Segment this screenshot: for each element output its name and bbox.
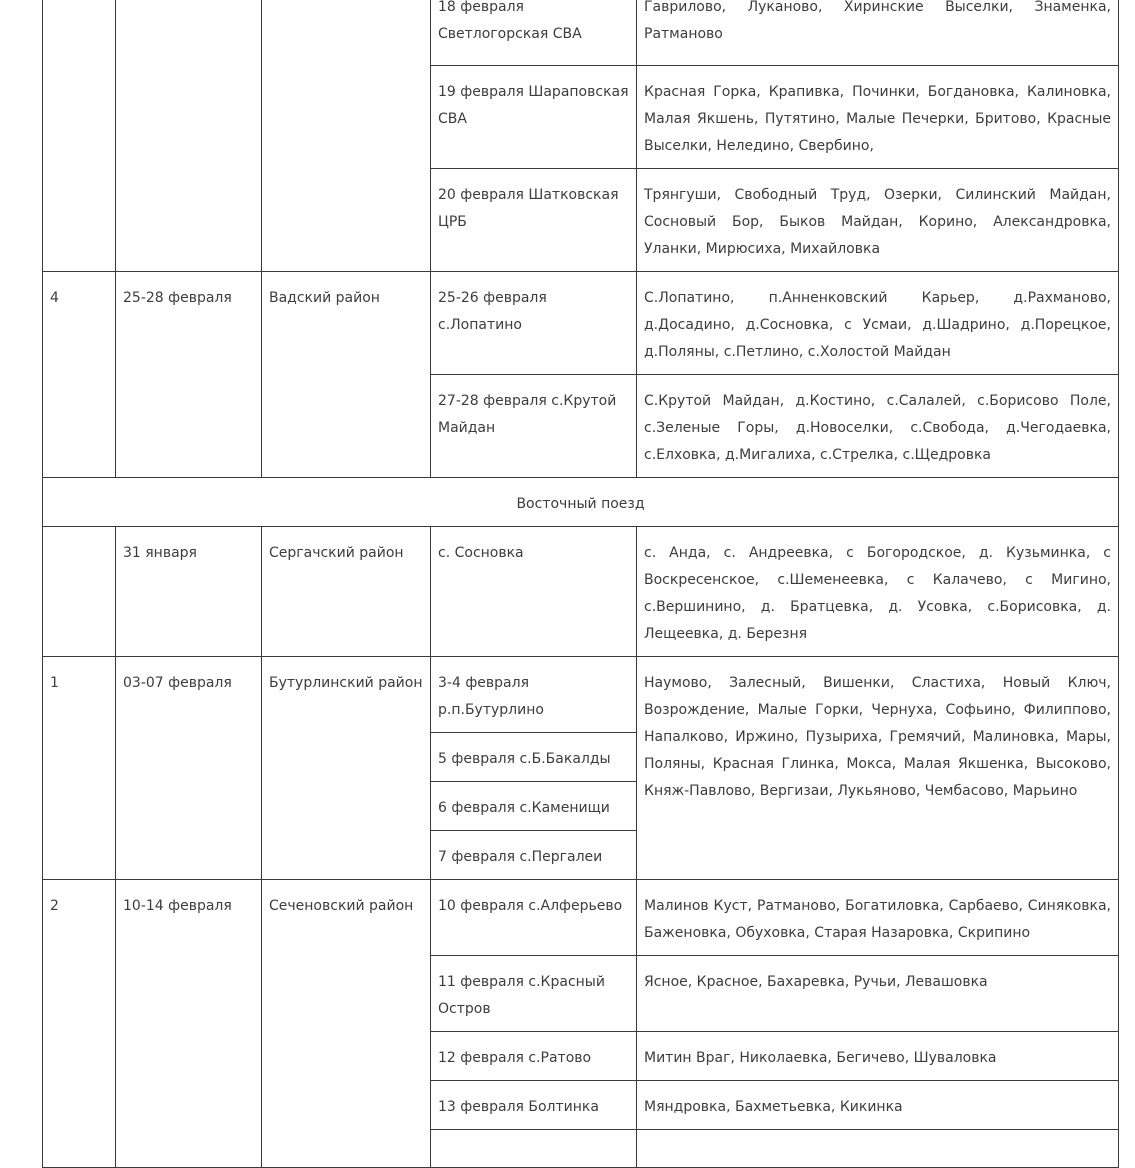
dates-cell: 10-14 февраля bbox=[116, 880, 262, 1168]
table-row bbox=[43, 272, 1119, 375]
section-title: Восточный поезд bbox=[43, 478, 1119, 527]
district-cell: Вадский район bbox=[262, 272, 431, 478]
place-cell: 7 февраля с.Пергалеи bbox=[431, 831, 637, 880]
district-cell bbox=[262, 0, 431, 272]
place-cell: 27-28 февраля с.Крутой Майдан bbox=[431, 375, 637, 478]
district-cell: Сергачский район bbox=[262, 527, 431, 657]
villages-cell: с. Анда, с. Андреевка, с Богородское, д. Кузьминка, с Воскресенское, с.Шеменеевка, с Калачево, с Мигино, с.Вершинино, д. Братцевка, д. Усовка, с.Борисовка, д. Лещеевка, д. Березня bbox=[637, 527, 1119, 657]
villages-cell: С.Лопатино, п.Анненковский Карьер, д.Рахманово, д.Досадино, д.Сосновка, с Усмаи, д.Шадрино, д.Порецкое, д.Поляны, с.Петлино, с.Холостой Майдан bbox=[637, 272, 1119, 375]
table-row bbox=[43, 0, 1119, 66]
villages-cell bbox=[637, 1130, 1119, 1168]
place-cell bbox=[431, 1130, 637, 1168]
row-number-cell: 2 bbox=[43, 880, 116, 1168]
section-header-row bbox=[43, 478, 1119, 527]
district-cell: Бутурлинский район bbox=[262, 657, 431, 880]
place-cell: 12 февраля с.Ратово bbox=[431, 1032, 637, 1081]
place-cell: 18 февраля Светлогорская СВА bbox=[431, 0, 637, 66]
villages-cell: Мяндровка, Бахметьевка, Кикинка bbox=[637, 1081, 1119, 1130]
dates-cell bbox=[116, 0, 262, 272]
villages-cell: Гаврилово, Луканово, Хиринские Выселки, Знаменка, Ратманово bbox=[637, 0, 1119, 66]
place-cell: 6 февраля с.Каменищи bbox=[431, 782, 637, 831]
villages-cell: Малинов Куст, Ратманово, Богатиловка, Сарбаево, Синяковка, Баженовка, Обуховка, Старая Назаровка, Скрипино bbox=[637, 880, 1119, 956]
schedule-table bbox=[42, 0, 1119, 1168]
row-number-cell bbox=[43, 527, 116, 657]
villages-cell: С.Крутой Майдан, д.Костино, с.Салалей, с.Борисово Поле, с.Зеленые Горы, д.Новоселки, с.Свобода, д.Чегодаевка, с.Елховка, д.Мигалиха, с.Стрелка, с.Щедровка bbox=[637, 375, 1119, 478]
table-row bbox=[43, 527, 1119, 657]
villages-cell: Наумово, Залесный, Вишенки, Сластиха, Новый Ключ, Возрождение, Малые Горки, Чернуха, Софьино, Филиппово, Напалково, Иржино, Пузыриха, Гремячий, Малиновка, Мары, Поляны, Красная Глинка, Мокса, Малая Якшенка, Высоково, Княж-Павлово, Вергизаи, Лукьяново, Чембасово, Марьино bbox=[637, 657, 1119, 880]
place-cell: 11 февраля с.Красный Остров bbox=[431, 956, 637, 1032]
row-number-cell bbox=[43, 0, 116, 272]
dates-cell: 31 января bbox=[116, 527, 262, 657]
place-cell: 20 февраля Шатковская ЦРБ bbox=[431, 169, 637, 272]
villages-cell: Красная Горка, Крапивка, Починки, Богдановка, Калиновка, Малая Якшень, Путятино, Малые Печерки, Бритово, Красные Выселки, Неледино, Свербино, bbox=[637, 66, 1119, 169]
place-cell: 13 февраля Болтинка bbox=[431, 1081, 637, 1130]
dates-cell: 03-07 февраля bbox=[116, 657, 262, 880]
table-row bbox=[43, 657, 1119, 733]
row-number-cell: 1 bbox=[43, 657, 116, 880]
place-cell: 19 февраля Шараповская СВА bbox=[431, 66, 637, 169]
table-row bbox=[43, 880, 1119, 956]
villages-cell: Митин Враг, Николаевка, Бегичево, Шуваловка bbox=[637, 1032, 1119, 1081]
place-cell: 5 февраля с.Б.Бакалды bbox=[431, 733, 637, 782]
place-cell: 25-26 февраля с.Лопатино bbox=[431, 272, 637, 375]
place-cell: 3-4 февраля р.п.Бутурлино bbox=[431, 657, 637, 733]
villages-cell: Трянгуши, Свободный Труд, Озерки, Силинский Майдан, Сосновый Бор, Быков Майдан, Корино, Александровка, Уланки, Мирюсиха, Михайловка bbox=[637, 169, 1119, 272]
district-cell: Сеченовский район bbox=[262, 880, 431, 1168]
place-cell: 10 февраля с.Алферьево bbox=[431, 880, 637, 956]
place-cell: с. Сосновка bbox=[431, 527, 637, 657]
dates-cell: 25-28 февраля bbox=[116, 272, 262, 478]
row-number-cell: 4 bbox=[43, 272, 116, 478]
villages-cell: Ясное, Красное, Бахаревка, Ручьи, Левашовка bbox=[637, 956, 1119, 1032]
